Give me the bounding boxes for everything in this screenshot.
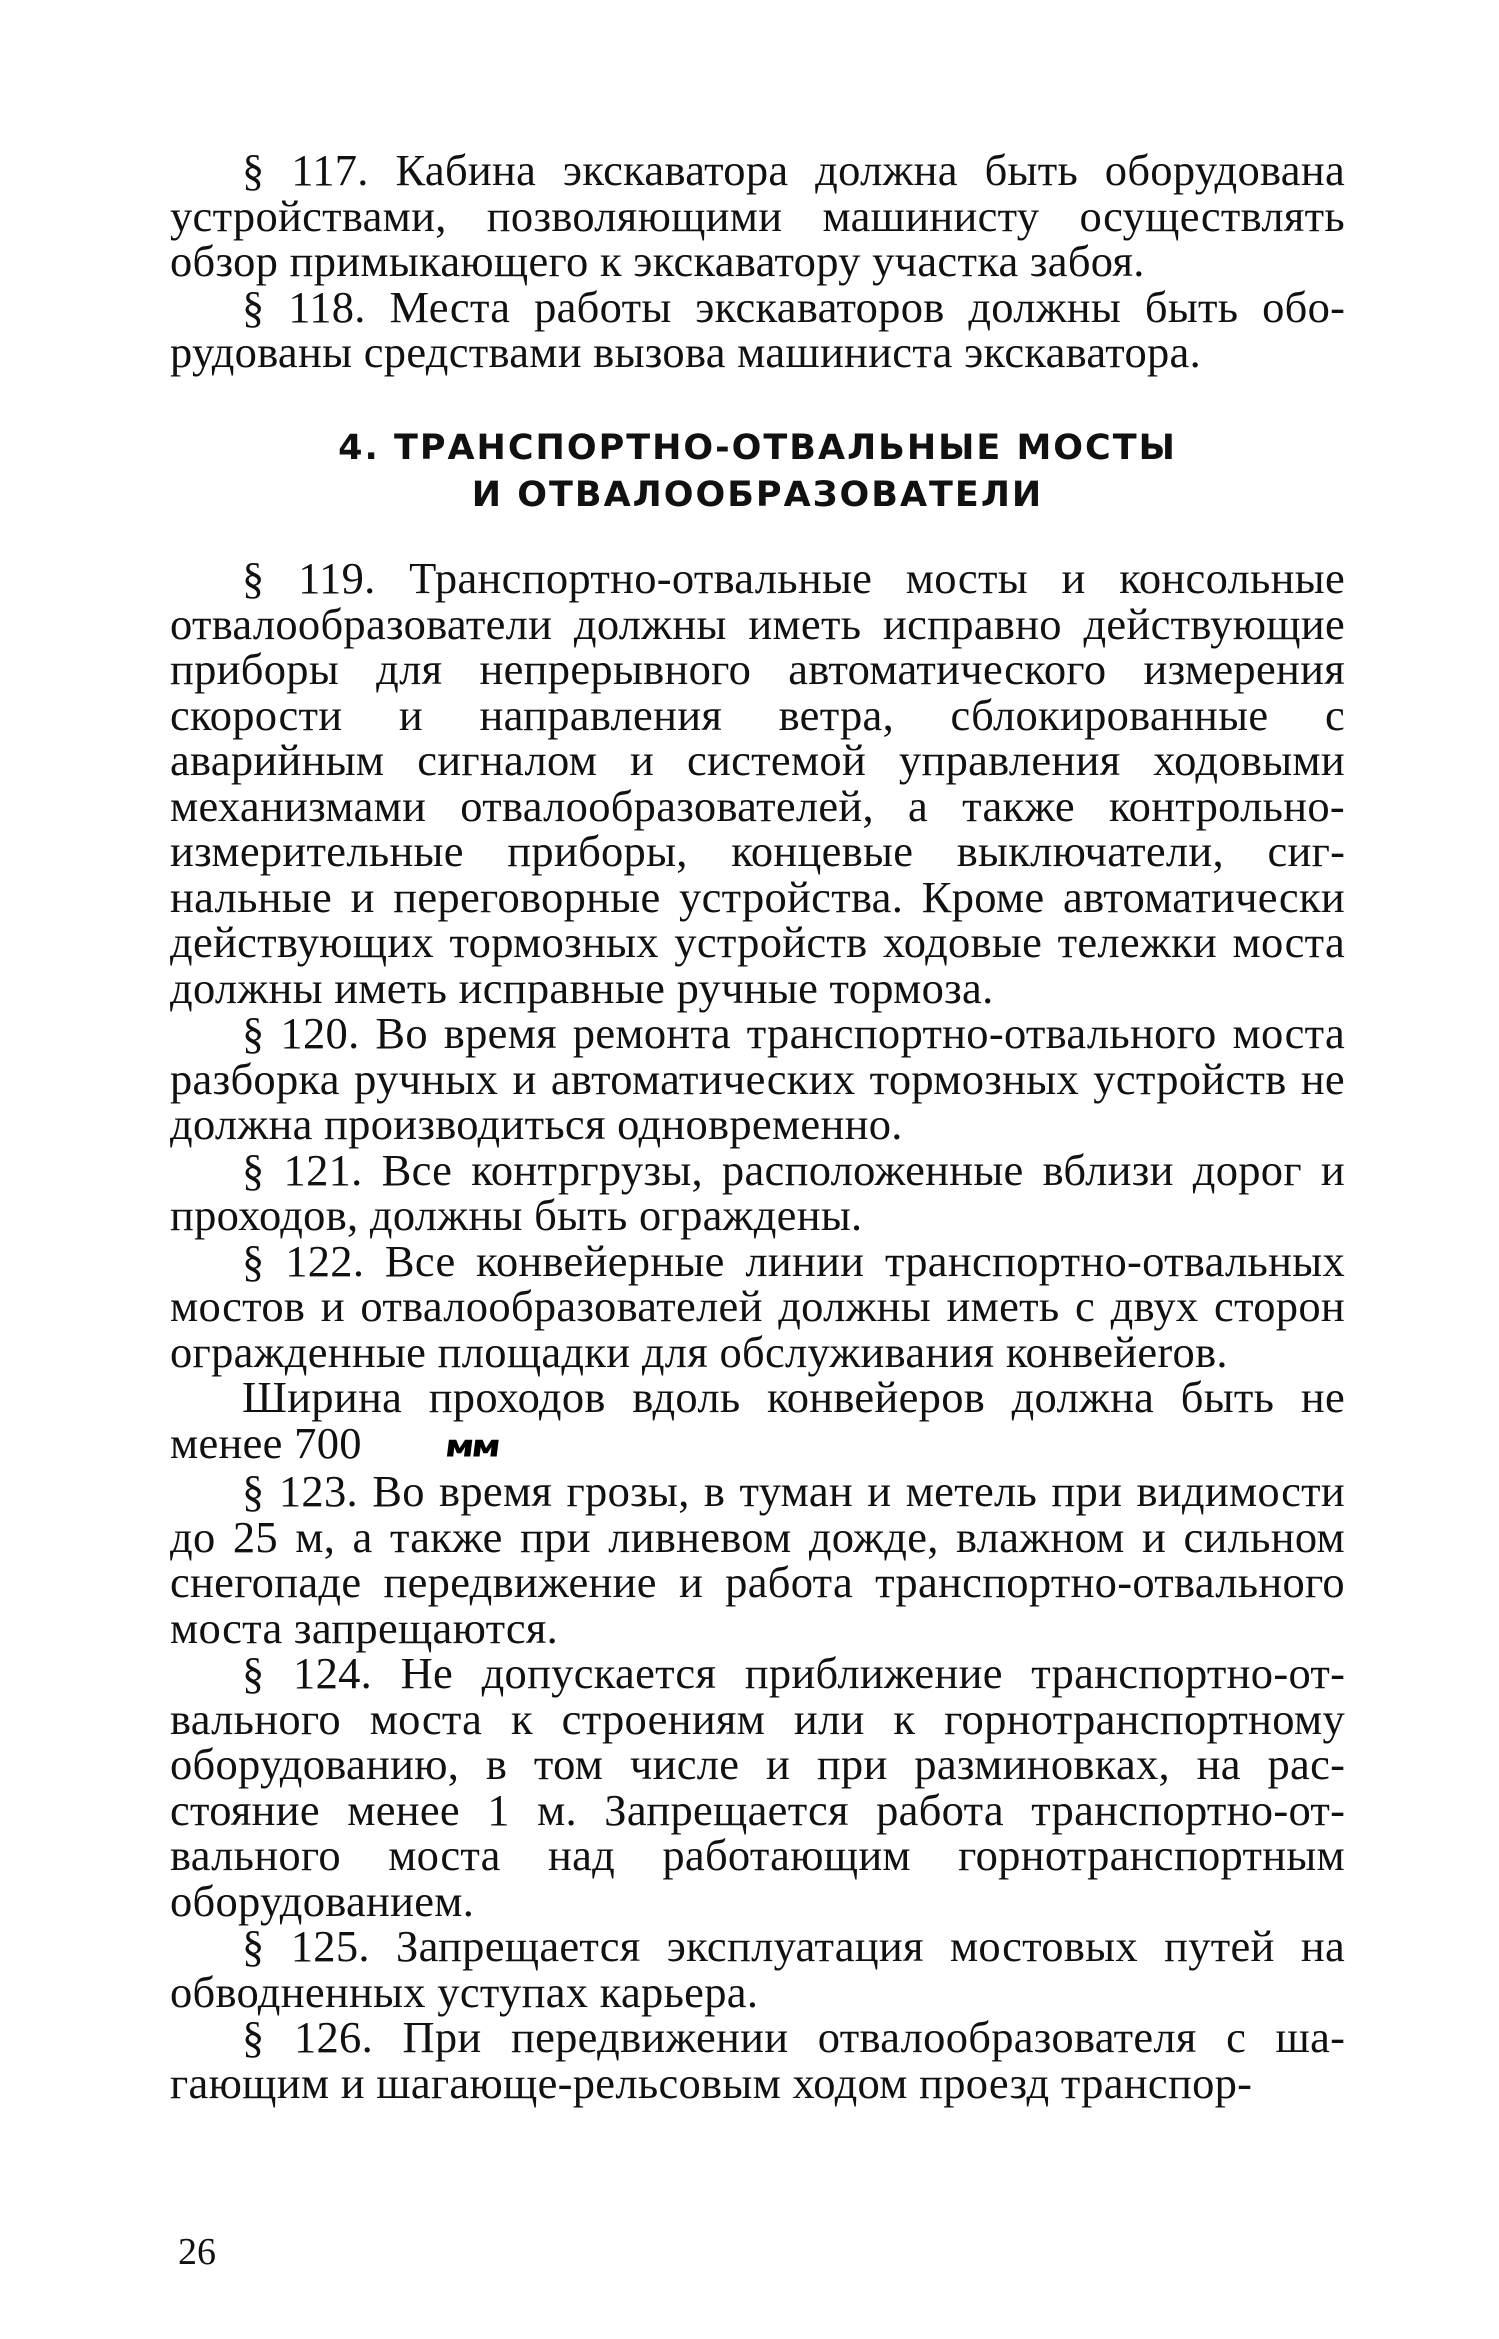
paragraph-122-width bbox=[170, 1372, 1345, 1469]
section-heading-line-1: 4. ТРАНСПОРТНО-ОТВАЛЬНЫЕ МОСТЫ bbox=[338, 428, 1177, 468]
section-excavators-end bbox=[170, 145, 1345, 377]
paragraph-125: § 125. Запрещается эксплуатация мостовых путей на обводненных уступах карьера. bbox=[170, 1921, 1345, 2017]
paragraph-122: § 122. Все конвейерные линии транспортно-отвальных мостов и отвалообразователей должны иметь с двух сторон огражденные площадки для обслуживания конвейerов. bbox=[170, 1235, 1345, 1377]
paragraph-120: § 120. Во время ремонта транспортно-отвального моста разборка ручных и автоматических тормозных устройств не должна производиться одновременно. bbox=[170, 1008, 1345, 1149]
section-heading-line-2: И ОТВАЛООБРАЗОВАТЕЛИ bbox=[471, 475, 1044, 515]
paragraph-122-width-text: Ширина проходов вдоль конвейеров должна быть не менее 700 bbox=[170, 1372, 1345, 1468]
paragraph-121: § 121. Все контргрузы, расположенные вблизи дорог и проходов, должны быть ограждены. bbox=[170, 1144, 1345, 1240]
paragraph-126: § 126. При передвижении отвалообразователя с шагающим и шагающе-рельсовым ходом проезд транспор- bbox=[170, 2012, 1345, 2108]
paragraph-119: § 119. Транспортно-отвальные мосты и консольные отвалообразователи должны иметь исправно действующие приборы для непрерывного автоматического измерения скорости и направления ветра, сблокированные с аварийным сигналом и системой управления ходовыми механизмами отвалообразователей, а также контрольно-измерительные приборы, концевые выключатели, сигнальные и переговорные устройства. Кроме автоматически действующих тормозных устройств ходовые тележки моста должны иметь исправные ручные тормоза. bbox=[170, 553, 1345, 1013]
handwritten-unit-mm: мм bbox=[443, 1428, 501, 1464]
paragraph-118: § 118. Места работы экскаваторов должны быть оборудованы средствами вызова машиниста экскаватора. bbox=[170, 281, 1345, 377]
section-heading bbox=[170, 425, 1345, 519]
paragraph-124: § 124. Не допускается приближение транспортно-отвального моста к строениям или к горнотранспортному оборудованию, в том числе и при разминовках, на расстояние менее 1 м. Запрещается работа транспортно-отвального моста над работающим горнотранспортным оборудованием. bbox=[170, 1648, 1345, 1926]
paragraph-117: § 117. Кабина экскаватора должна быть оборудована устройствами, позволяющими машинисту осуществлять обзор примыкающего к экскаватору участка забоя. bbox=[170, 145, 1345, 286]
section-transport-bridges bbox=[170, 553, 1345, 2108]
page-number: 26 bbox=[178, 2231, 216, 2273]
paragraph-123: § 123. Во время грозы, в туман и метель при видимости до 25 м, а также при ливневом дожде, влажном и сильном снегопаде передвижение и работа транспортно-отвального моста запрещаются. bbox=[170, 1466, 1345, 1653]
